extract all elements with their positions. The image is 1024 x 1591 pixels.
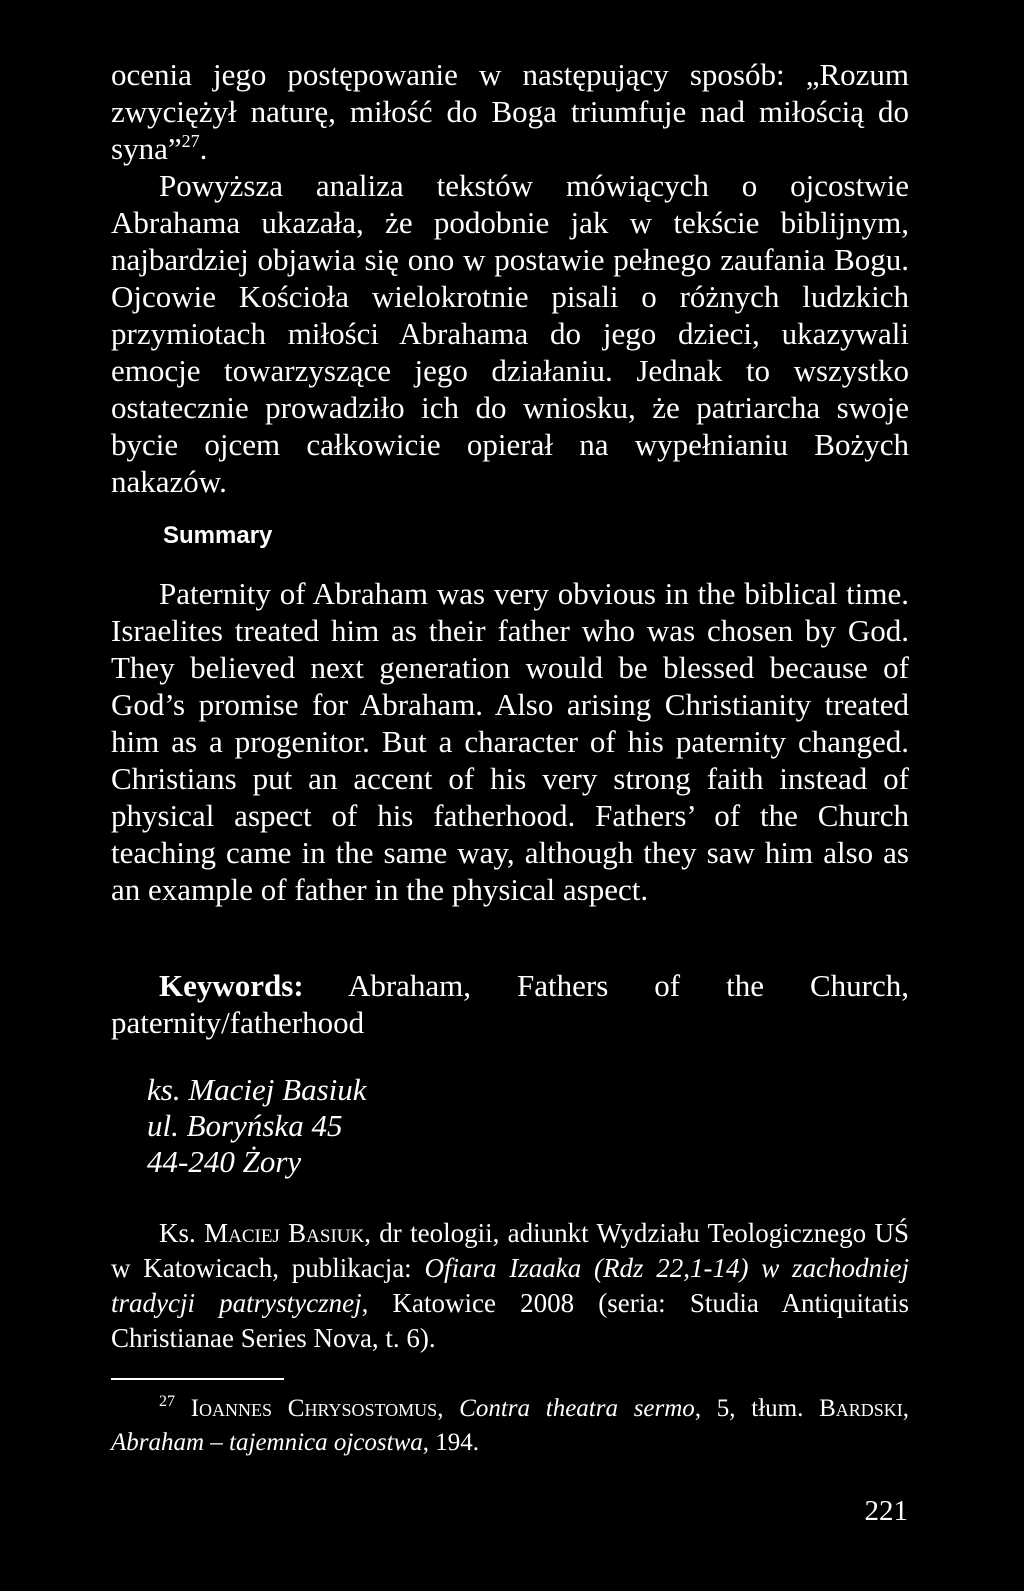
footnote-author: Ioannes Chrysostomus <box>190 1395 438 1422</box>
footnote-text-1: , 5, tłum. <box>694 1395 820 1422</box>
footnote-separator <box>111 1378 284 1380</box>
paragraph-1-text: ocenia jego postępowanie w następujący sposób: „Rozum zwyciężył naturę, miłość do Boga triumfuje nad miłością do syna” <box>111 57 909 166</box>
keywords <box>111 967 909 1041</box>
paragraph-2: Powyższa analiza tekstów mówiących o ojcostwie Abrahama ukazała, że podobnie jak w tekście biblijnym, najbardziej objawia się ono w postawie pełnego zaufania Bogu. Ojcowie Kościoła wielokrotnie pisali o różnych ludzkich przymiotach miłości Abrahama do jego dzieci, ukazywali emocje towarzyszące jego działaniu. Jednak to wszystko ostatecznie prowadziło ich do wniosku, że patriarcha swoje bycie ojcem całkowicie opierał na wypełnianiu Bożych nakazów. <box>111 168 909 499</box>
footnote <box>111 1392 909 1460</box>
footnote-book: Abraham – tajemnica ojcostwa <box>111 1429 423 1456</box>
paragraph-1-end: . <box>199 131 208 166</box>
address-name: ks. Maciej Basiuk <box>147 1072 367 1107</box>
bio-text-1: , dr teologii, adiunkt Wydziału Teologicznego UŚ w Katowicach, publikacja: <box>111 1218 910 1283</box>
paragraph-1 <box>111 56 909 167</box>
footnote-reference: 27 <box>181 131 200 151</box>
footnote-text-2: , 194. <box>422 1429 480 1456</box>
footnote-sep-2: , <box>902 1395 910 1422</box>
keywords-text: Abraham, Fathers of the Church, paternity/fatherhood <box>111 968 909 1040</box>
bio-text-2: , Katowice 2008 (seria: Studia Antiquitatis Christianae Series Nova, t. 6). <box>111 1288 909 1353</box>
body-text <box>111 56 909 500</box>
keywords-label: Keywords: <box>159 968 304 1003</box>
address-street: ul. Boryńska 45 <box>147 1108 343 1143</box>
footnote-translator: Bardski <box>819 1395 903 1422</box>
address-city: 44-240 Żory <box>147 1144 302 1179</box>
footnote-work: Contra theatra sermo <box>459 1395 695 1422</box>
bio-name: Maciej Basiuk <box>204 1218 365 1248</box>
page-number: 221 <box>864 1495 908 1527</box>
footnote-number: 27 <box>159 1393 175 1410</box>
bio-title: Ks. <box>159 1218 196 1248</box>
summary-heading: Summary <box>163 522 273 549</box>
author-bio <box>111 1216 909 1356</box>
bio-book-title: Ofiara Izaaka (Rdz 22,1-14) w zachodniej tradycji patrystycznej <box>111 1253 909 1318</box>
footnote-sep-1: , <box>437 1395 460 1422</box>
summary-text: Paternity of Abraham was very obvious in the biblical time. Israelites treated him as their father who was chosen by God. They believed next generation would be blessed because of God’s promise for Abraham. Also arising Christianity treated him as a progenitor. But a character of his paternity changed. Christians put an accent of his very strong faith instead of physical aspect of his fatherhood. Fathers’ of the Church teaching came in the same way, although they saw him also as an example of father in the physical aspect. <box>111 576 909 907</box>
author-address <box>147 1072 367 1180</box>
